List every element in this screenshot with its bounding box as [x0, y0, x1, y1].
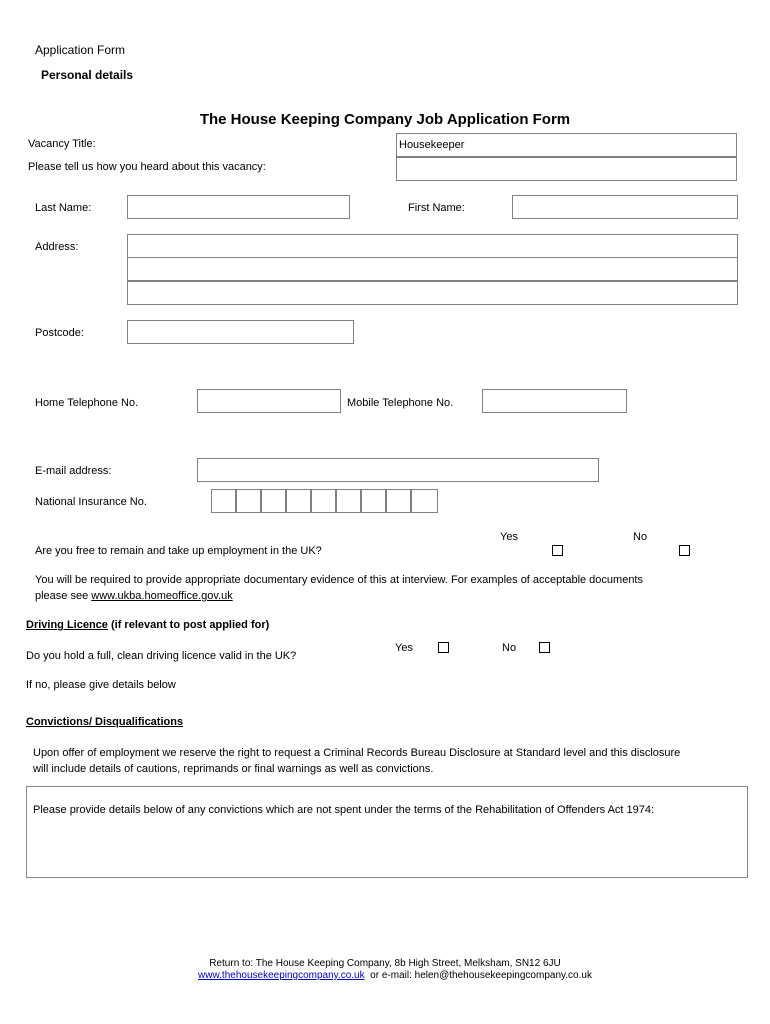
vacancy-title-value: Housekeeper [399, 139, 465, 151]
driving-licence-title: Driving Licence [26, 619, 108, 631]
home-phone-label: Home Telephone No. [35, 397, 139, 409]
mobile-phone-label: Mobile Telephone No. [347, 397, 454, 409]
uk-yes-label: Yes [500, 531, 518, 543]
uk-no-checkbox[interactable] [679, 545, 690, 556]
ni-digit-cell[interactable] [236, 489, 261, 513]
address-line-3[interactable] [127, 281, 738, 305]
first-name-label: First Name: [408, 202, 465, 214]
postcode-label: Postcode: [35, 327, 84, 339]
driving-if-no-text: If no, please give details below [26, 679, 176, 691]
uk-employment-question: Are you free to remain and take up employment in the UK? [35, 545, 322, 557]
uk-yes-checkbox[interactable] [552, 545, 563, 556]
ni-digit-cell[interactable] [411, 489, 438, 513]
convictions-details-box[interactable] [26, 786, 748, 878]
document-label: Application Form [35, 43, 126, 57]
footer-email-text: or e-mail: helen@thehousekeepingcompany.co.uk [364, 970, 592, 981]
address-line-2[interactable] [127, 257, 738, 281]
ni-digit-cell[interactable] [261, 489, 286, 513]
evidence-text-line2 [35, 590, 233, 602]
form-title: The House Keeping Company Job Application Form [199, 111, 571, 128]
ni-digit-cell[interactable] [311, 489, 336, 513]
uk-no-label: No [633, 531, 648, 543]
footer-website-link[interactable]: www.thehousekeepingcompany.co.uk [198, 970, 365, 981]
vacancy-title-field[interactable] [396, 133, 737, 157]
footer-contact [0, 970, 770, 981]
ukba-link[interactable]: www.ukba.homeoffice.gov.uk [91, 590, 233, 602]
driving-yes-label: Yes [395, 642, 413, 654]
ni-digit-cell[interactable] [286, 489, 311, 513]
heard-about-field[interactable] [396, 157, 737, 181]
convictions-prompt: Please provide details below of any convictions which are not spent under the terms of the Rehabilitation of Offenders Act 1974: [33, 804, 655, 816]
first-name-field[interactable] [512, 195, 738, 219]
footer-address: Return to: The House Keeping Company, 8b High Street, Melksham, SN12 6JU [209, 958, 561, 969]
convictions-text-line1: Upon offer of employment we reserve the right to request a Criminal Records Bureau Disclosure at Standard level and this disclosure [33, 747, 681, 759]
address-label: Address: [35, 241, 79, 253]
ni-digit-cell[interactable] [336, 489, 361, 513]
driving-licence-note: (if relevant to post applied for) [107, 619, 270, 631]
evidence-text-prefix: please see [35, 590, 92, 602]
address-line-1[interactable] [127, 234, 738, 258]
ni-number-label: National Insurance No. [35, 496, 147, 508]
home-phone-field[interactable] [197, 389, 341, 413]
postcode-field[interactable] [127, 320, 354, 344]
driving-yes-checkbox[interactable] [438, 642, 449, 653]
last-name-field[interactable] [127, 195, 350, 219]
heard-about-label: Please tell us how you heard about this vacancy: [28, 161, 266, 173]
vacancy-title-label: Vacancy Title: [28, 138, 96, 150]
email-field[interactable] [197, 458, 599, 482]
driving-no-label: No [502, 642, 517, 654]
last-name-label: Last Name: [35, 202, 92, 214]
ni-digit-cell[interactable] [211, 489, 236, 513]
driving-licence-question: Do you hold a full, clean driving licence valid in the UK? [26, 650, 297, 662]
convictions-heading: Convictions/ Disqualifications [26, 716, 184, 728]
driving-no-checkbox[interactable] [539, 642, 550, 653]
driving-licence-heading [26, 619, 269, 631]
ni-digit-cell[interactable] [386, 489, 411, 513]
mobile-phone-field[interactable] [482, 389, 627, 413]
convictions-text-line2: will include details of cautions, reprimands or final warnings as well as convictions. [33, 763, 434, 775]
evidence-text-line1: You will be required to provide appropriate documentary evidence of this at interview. For examples of acceptable documents [35, 574, 643, 586]
ni-digit-cell[interactable] [361, 489, 386, 513]
email-label: E-mail address: [35, 465, 112, 477]
section-label: Personal details [41, 68, 134, 82]
